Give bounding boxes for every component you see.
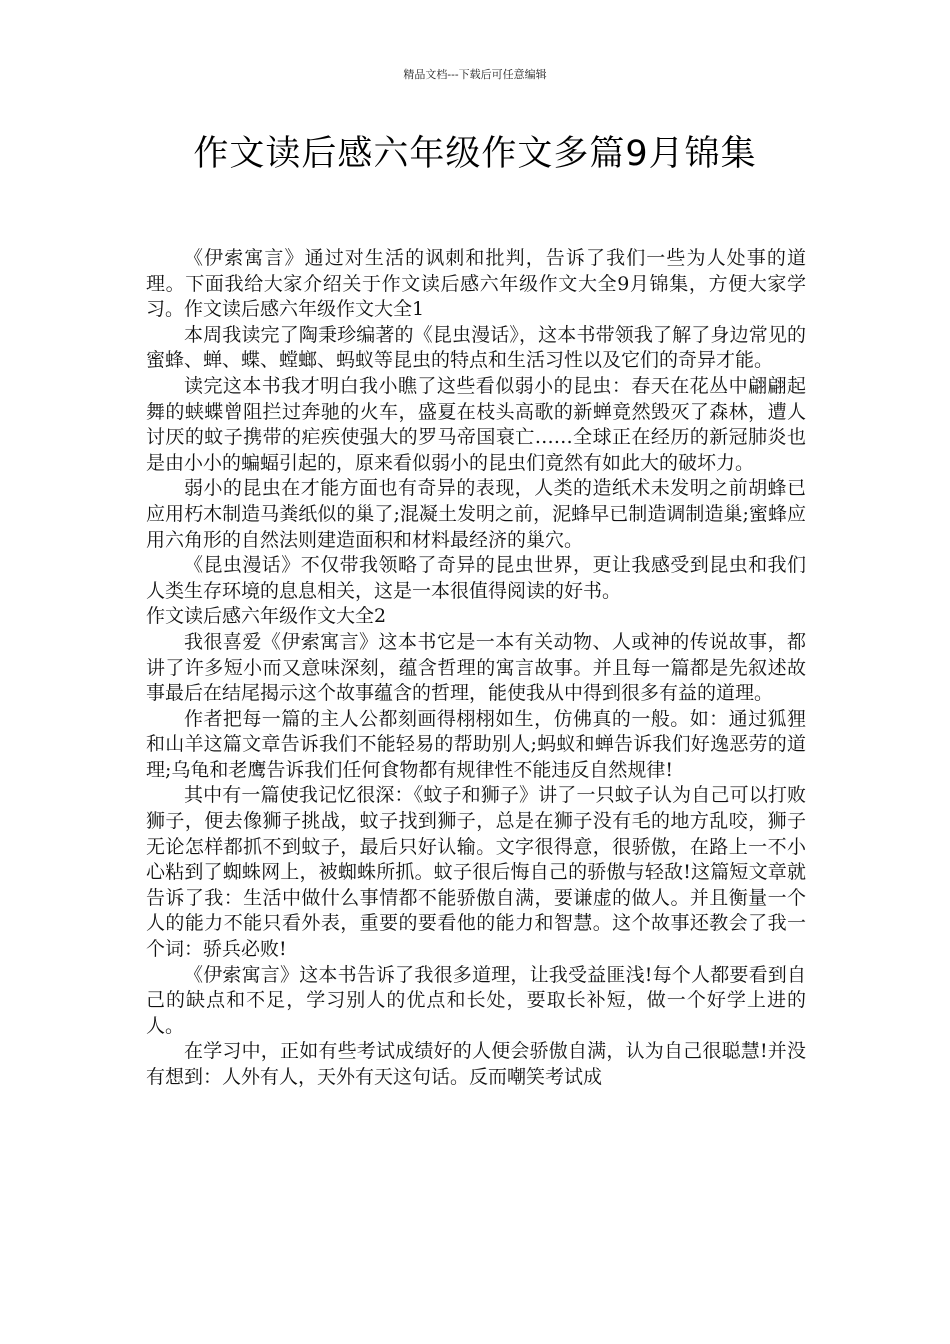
paragraph: 《昆虫漫话》不仅带我领略了奇异的昆虫世界，更让我感受到昆虫和我们人类生存环境的息息相关，这是一本很值得阅读的好书。: [146, 554, 806, 602]
section-heading: 作文读后感六年级作文大全2: [146, 605, 387, 628]
paragraph: 作者把每一篇的主人公都刻画得栩栩如生，仿佛真的一般。如：通过狐狸和山羊这篇文章告诉我们不能轻易的帮助别人;蚂蚁和蝉告诉我们好逸恶劳的道理;乌龟和老鹰告诉我们任何食物都有规律性不能违反自然规律!: [146, 707, 806, 781]
paragraph: 其中有一篇使我记忆很深：《蚊子和狮子》讲了一只蚊子认为自己可以打败狮子，便去像狮子挑战，蚊子找到狮子，总是在狮子没有毛的地方乱咬，狮子无论怎样都抓不到蚊子，最后只好认输。文字很得意，很骄傲，在路上一不小心粘到了蜘蛛网上，被蜘蛛所抓。蚊子很后悔自己的骄傲与轻敌!这篇短文章就告诉了我：生活中做什么事情都不能骄傲自满，要谦虚的做人。并且衡量一个人的能力不能只看外表，重要的要看他的能力和智慧。这个故事还教会了我一个词：骄兵必败!: [146, 784, 806, 961]
page-header: 精品文档---下载后可任意编辑: [403, 68, 547, 81]
paragraph: 读完这本书我才明白我小瞧了这些看似弱小的昆虫：春天在花丛中翩翩起舞的蛱蝶曾阻拦过奔驰的火车，盛夏在枝头高歌的新蝉竟然毁灭了森林，遭人讨厌的蚊子携带的疟疾使强大的罗马帝国衰亡……全球正在经历的新冠肺炎也是由小小的蝙蝠引起的，原来看似弱小的昆虫们竟然有如此大的破坏力。: [146, 374, 806, 474]
paragraph: 《伊索寓言》这本书告诉了我很多道理，让我受益匪浅!每个人都要看到自己的缺点和不足，学习别人的优点和长处，要取长补短，做一个好学上进的人。: [146, 963, 806, 1037]
paragraph: 《伊索寓言》通过对生活的讽刺和批判，告诉了我们一些为人处事的道理。下面我给大家介绍关于作文读后感六年级作文大全9月锦集，方便大家学习。作文读后感六年级作文大全1: [146, 247, 806, 321]
paragraph: 在学习中，正如有些考试成绩好的人便会骄傲自满，认为自己很聪慧!并没有想到：人外有人，天外有天这句话。反而嘲笑考试成: [146, 1040, 806, 1088]
paragraph: 本周我读完了陶秉珍编著的《昆虫漫话》，这本书带领我了解了身边常见的蜜蜂、蝉、蝶、螳螂、蚂蚁等昆虫的特点和生活习性以及它们的奇异才能。: [146, 323, 806, 372]
paragraph: 我很喜爱《伊索寓言》这本书它是一本有关动物、人或神的传说故事，都讲了许多短小而又意味深刻，蕴含哲理的寓言故事。并且每一篇都是先叙述故事最后在结尾揭示这个故事蕴含的哲理，能使我从中得到很多有益的道理。: [146, 630, 806, 705]
paragraph: 弱小的昆虫在才能方面也有奇异的表现，人类的造纸术未发明之前胡蜂已应用朽木制造马粪纸似的巢了;混凝土发明之前，泥蜂早已制造调制造巢;蜜蜂应用六角形的自然法则建造面积和材料最经济的巢穴。: [146, 477, 806, 551]
document-body: [146, 246, 806, 1091]
document-title: 作文读后感六年级作文多篇9月锦集: [193, 134, 757, 174]
